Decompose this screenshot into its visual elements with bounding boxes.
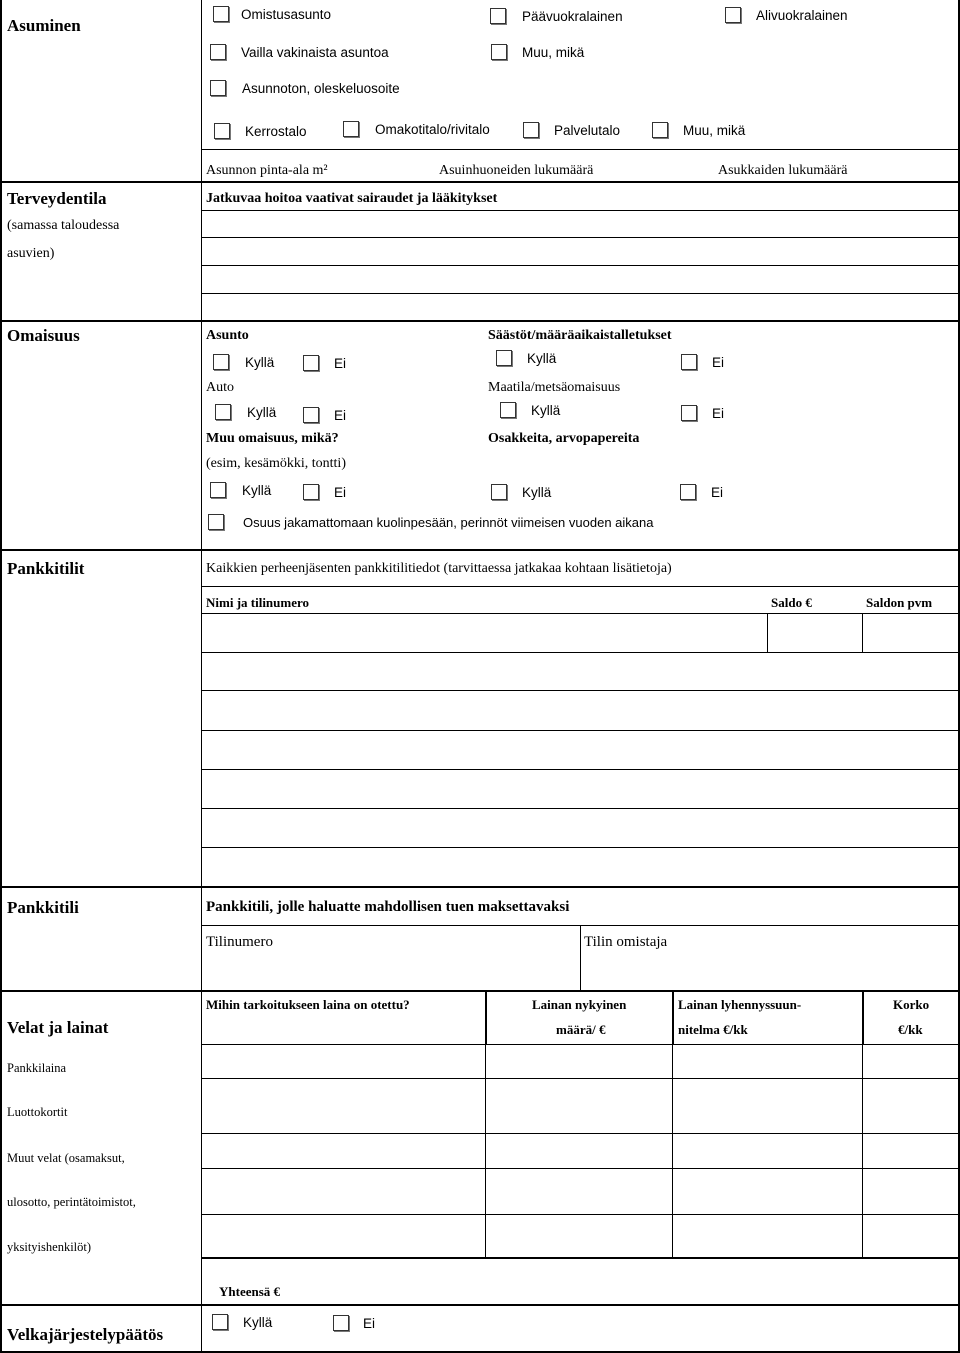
col-header-repayment-1: Lainan lyhennyssuun- bbox=[678, 997, 802, 1012]
checkbox-owner-occupied[interactable] bbox=[213, 6, 229, 22]
checkbox-other-assets-no[interactable] bbox=[303, 484, 319, 500]
section-label-health-sub1: (samassa taloudessa bbox=[7, 218, 120, 233]
label-homeless: Asunnoton, oleskeluosoite bbox=[242, 81, 400, 96]
label-apartment: Asunto bbox=[206, 328, 249, 343]
checkbox-shares-yes[interactable] bbox=[491, 484, 507, 500]
label-settlement-yes: Kyllä bbox=[243, 1315, 273, 1330]
bank-account-description: Pankkitili, jolle haluatte mahdollisen tuen maksettavaksi bbox=[206, 899, 570, 915]
label-floor-area: Asunnon pinta-ala m² bbox=[206, 163, 328, 178]
checkbox-main-tenant[interactable] bbox=[490, 8, 506, 24]
row-label-other-debts-2: ulosotto, perintätoimistot, bbox=[7, 1195, 136, 1209]
label-owner-occupied: Omistusasunto bbox=[241, 7, 332, 22]
checkbox-settlement-no[interactable] bbox=[333, 1315, 349, 1331]
row-label-other-debts-1: Muut velat (osamaksut, bbox=[7, 1151, 125, 1165]
bank-accounts-description: Kaikkien perheenjäsenten pankkitilitiedot (tarvittaessa jatkakaa kohtaan lisätietoja) bbox=[206, 561, 672, 576]
checkbox-savings-yes[interactable] bbox=[496, 350, 512, 366]
label-other-assets-hint: (esim, kesämökki, tontti) bbox=[206, 456, 346, 471]
checkbox-apartment-yes[interactable] bbox=[213, 354, 229, 370]
label-other-assets: Muu omaisuus, mikä? bbox=[206, 431, 339, 446]
section-label-bank-account: Pankkitili bbox=[7, 898, 79, 917]
section-label-debts: Velat ja lainat bbox=[7, 1018, 109, 1037]
label-main-tenant: Päävuokralainen bbox=[522, 9, 623, 24]
col-header-name-account: Nimi ja tilinumero bbox=[206, 595, 310, 610]
label-detached-house: Omakotitalo/rivitalo bbox=[375, 122, 490, 137]
label-tenure-other: Muu, mikä bbox=[522, 45, 585, 60]
label-savings: Säästöt/määräaikaistalletukset bbox=[488, 328, 672, 343]
checkbox-car-no[interactable] bbox=[303, 407, 319, 423]
label-account-number: Tilinumero bbox=[206, 934, 273, 950]
col-header-balance: Saldo € bbox=[771, 595, 812, 610]
label-apartment-yes: Kyllä bbox=[245, 355, 275, 370]
label-debts-total: Yhteensä € bbox=[219, 1284, 281, 1299]
col-header-interest-2: €/kk bbox=[898, 1022, 923, 1037]
col-header-balance-date: Saldon pvm bbox=[866, 595, 933, 610]
checkbox-farm-yes[interactable] bbox=[500, 402, 516, 418]
section-label-assets: Omaisuus bbox=[7, 326, 80, 345]
label-shares-no: Ei bbox=[711, 485, 724, 500]
row-label-bank-loan: Pankkilaina bbox=[7, 1061, 67, 1075]
label-savings-no: Ei bbox=[712, 355, 725, 370]
label-farm-yes: Kyllä bbox=[531, 403, 561, 418]
checkbox-car-yes[interactable] bbox=[215, 404, 231, 420]
label-farm-no: Ei bbox=[712, 406, 725, 421]
section-label-housing: Asuminen bbox=[7, 16, 81, 35]
label-subtenant: Alivuokralainen bbox=[756, 8, 848, 23]
label-building-other: Muu, mikä bbox=[683, 123, 746, 138]
section-label-debt-settlement: Velkajärjestelypäätös bbox=[7, 1325, 164, 1344]
checkbox-estate-share[interactable] bbox=[208, 514, 224, 530]
label-car-no: Ei bbox=[334, 408, 347, 423]
label-apartment-no: Ei bbox=[334, 356, 347, 371]
label-farm-forest: Maatila/metsäomaisuus bbox=[488, 380, 621, 395]
label-car-yes: Kyllä bbox=[247, 405, 277, 420]
label-savings-yes: Kyllä bbox=[527, 351, 557, 366]
checkbox-apartment-no[interactable] bbox=[303, 355, 319, 371]
col-header-interest-1: Korko bbox=[893, 997, 930, 1012]
label-chronic-conditions: Jatkuvaa hoitoa vaativat sairaudet ja lääkitykset bbox=[206, 191, 498, 206]
checkbox-savings-no[interactable] bbox=[681, 354, 697, 370]
label-settlement-no: Ei bbox=[363, 1316, 376, 1331]
checkbox-other-assets-yes[interactable] bbox=[210, 482, 226, 498]
row-label-other-debts-3: yksityishenkilöt) bbox=[7, 1240, 92, 1254]
label-resident-count: Asukkaiden lukumäärä bbox=[718, 163, 848, 178]
checkbox-subtenant[interactable] bbox=[725, 7, 741, 23]
checkbox-homeless[interactable] bbox=[210, 80, 226, 96]
checkbox-no-permanent-home[interactable] bbox=[210, 44, 226, 60]
checkbox-farm-no[interactable] bbox=[681, 405, 697, 421]
label-estate-share: Osuus jakamattomaan kuolinpesään, perinnöt viimeisen vuoden aikana bbox=[243, 515, 654, 530]
col-header-loan-amount-1: Lainan nykyinen bbox=[532, 997, 627, 1012]
label-room-count: Asuinhuoneiden lukumäärä bbox=[439, 163, 594, 178]
label-account-owner: Tilin omistaja bbox=[584, 934, 668, 950]
section-label-health: Terveydentila bbox=[7, 189, 107, 208]
label-other-assets-yes: Kyllä bbox=[242, 483, 272, 498]
col-header-repayment-2: nitelma €/kk bbox=[678, 1022, 748, 1037]
checkbox-service-house[interactable] bbox=[523, 122, 539, 138]
col-header-loan-amount-2: määrä/ € bbox=[556, 1022, 606, 1037]
section-label-bank-accounts: Pankkitilit bbox=[7, 559, 85, 578]
section-label-health-sub2: asuvien) bbox=[7, 246, 55, 261]
col-header-loan-purpose: Mihin tarkoitukseen laina on otettu? bbox=[206, 997, 410, 1012]
checkbox-apartment-building[interactable] bbox=[214, 123, 230, 139]
label-apartment-building: Kerrostalo bbox=[245, 124, 307, 139]
checkbox-detached-house[interactable] bbox=[343, 121, 359, 137]
label-other-assets-no: Ei bbox=[334, 485, 347, 500]
label-service-house: Palvelutalo bbox=[554, 123, 621, 138]
checkbox-building-other[interactable] bbox=[652, 122, 668, 138]
checkbox-shares-no[interactable] bbox=[680, 484, 696, 500]
checkbox-settlement-yes[interactable] bbox=[212, 1314, 228, 1330]
label-no-permanent-home: Vailla vakinaista asuntoa bbox=[241, 45, 389, 60]
label-car: Auto bbox=[206, 380, 234, 395]
row-label-credit-cards: Luottokortit bbox=[7, 1105, 68, 1119]
label-shares-yes: Kyllä bbox=[522, 485, 552, 500]
label-shares: Osakkeita, arvopapereita bbox=[488, 431, 640, 446]
checkbox-tenure-other[interactable] bbox=[491, 44, 507, 60]
